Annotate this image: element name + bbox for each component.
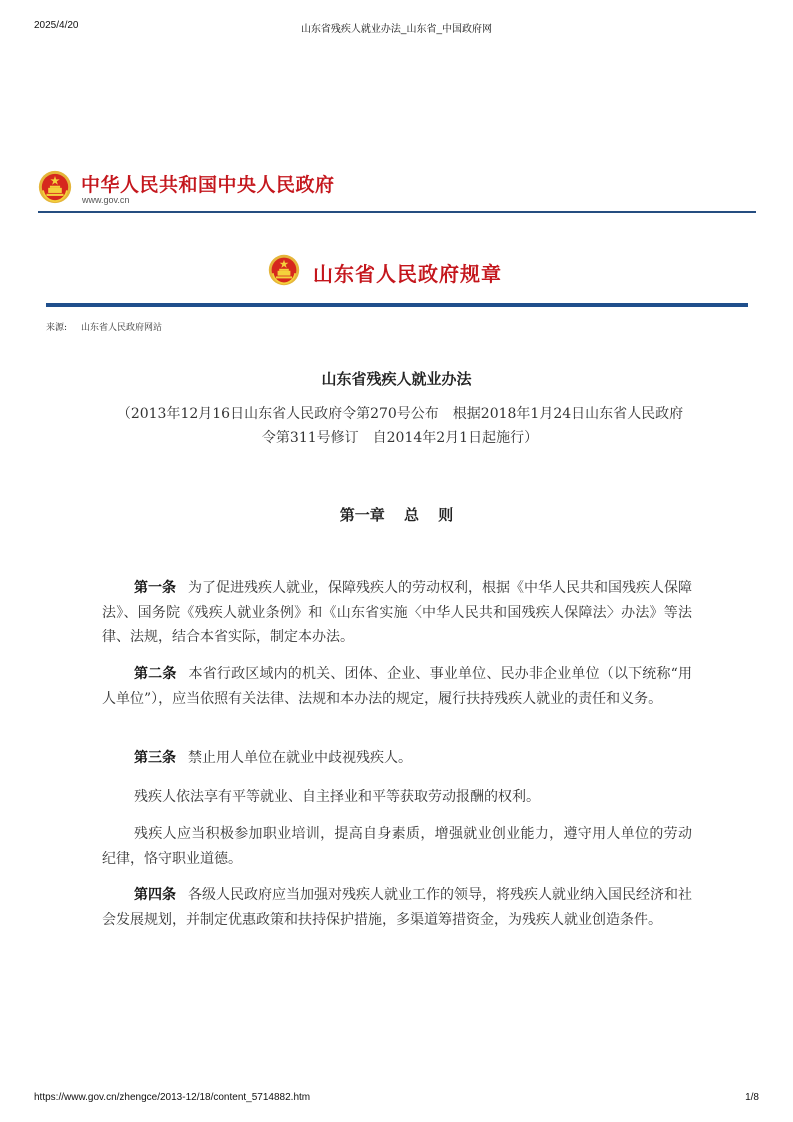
article-text: 残疾人依法享有平等就业、自主择业和平等获取劳动报酬的权利。 — [134, 789, 540, 805]
document-title: 山东省残疾人就业办法 — [321, 370, 472, 388]
article-number: 第一条 — [134, 580, 176, 596]
regulation-section-title: 山东省人民政府规章 — [313, 262, 502, 286]
article-number: 第四条 — [134, 887, 176, 903]
article-text: 残疾人应当积极参加职业培训，提高自身素质，增强就业创业能力，遵守用人单位的劳动纪律，恪守职业道德。 — [102, 826, 692, 867]
print-date: 2025/4/20 — [34, 20, 79, 31]
gov-header — [38, 166, 756, 216]
article-3-paragraph-3 — [102, 822, 692, 871]
article-number: 第三条 — [134, 750, 176, 766]
article-text: 各级人民政府应当加强对残疾人就业工作的领导，将残疾人就业纳入国民经济和社会发展规划，并制定优惠政策和扶持保护措施，多渠道筹措资金，为残疾人就业创造条件。 — [102, 887, 692, 928]
source-value: 山东省人民政府网站 — [81, 323, 163, 333]
print-page-title: 山东省残疾人就业办法_山东省_中国政府网 — [300, 24, 493, 35]
article-4 — [102, 883, 692, 932]
national-emblem-icon — [268, 254, 300, 286]
source-label: 来源: — [46, 323, 68, 333]
source-line — [46, 320, 162, 333]
regulation-header-bar — [46, 303, 748, 307]
article-text: 本省行政区域内的机关、团体、企业、事业单位、民办非企业单位（以下统称“用人单位”），应当依照有关法律、法规和本办法的规定，履行扶持残疾人就业的责任和义务。 — [102, 666, 693, 707]
article-text: 禁止用人单位在就业中歧视残疾人。 — [188, 750, 412, 766]
article-2 — [102, 662, 692, 711]
gov-portal-title[interactable]: 中华人民共和国中央人民政府 — [81, 174, 335, 196]
national-emblem-icon — [38, 170, 72, 204]
article-number: 第二条 — [134, 666, 177, 682]
print-footer — [34, 1092, 759, 1106]
promulgation-note: （2013年12月16日山东省人民政府令第270号公布 根据2018年1月24日山东省人民政府令第311号修订 自2014年2月1日起施行） — [116, 406, 684, 446]
article-3-paragraph-2 — [102, 785, 692, 810]
gov-site-url[interactable]: www.gov.cn — [82, 195, 130, 205]
header-divider — [38, 211, 756, 213]
article-1 — [102, 576, 692, 650]
print-url: https://www.gov.cn/zhengce/2013-12/18/content_5714882.htm — [34, 1092, 311, 1103]
print-header — [34, 20, 759, 34]
chapter-heading: 第一章 总 则 — [339, 506, 454, 524]
regulation-header — [46, 252, 748, 312]
article-text: 为了促进残疾人就业，保障残疾人的劳动权利，根据《中华人民共和国残疾人保障法》、国务院《残疾人就业条例》和《山东省实施〈中华人民共和国残疾人保障法〉办法》等法律、法规，结合本省实际，制定本办法。 — [102, 580, 692, 645]
page-number: 1/8 — [745, 1092, 759, 1103]
article-3 — [102, 746, 692, 771]
